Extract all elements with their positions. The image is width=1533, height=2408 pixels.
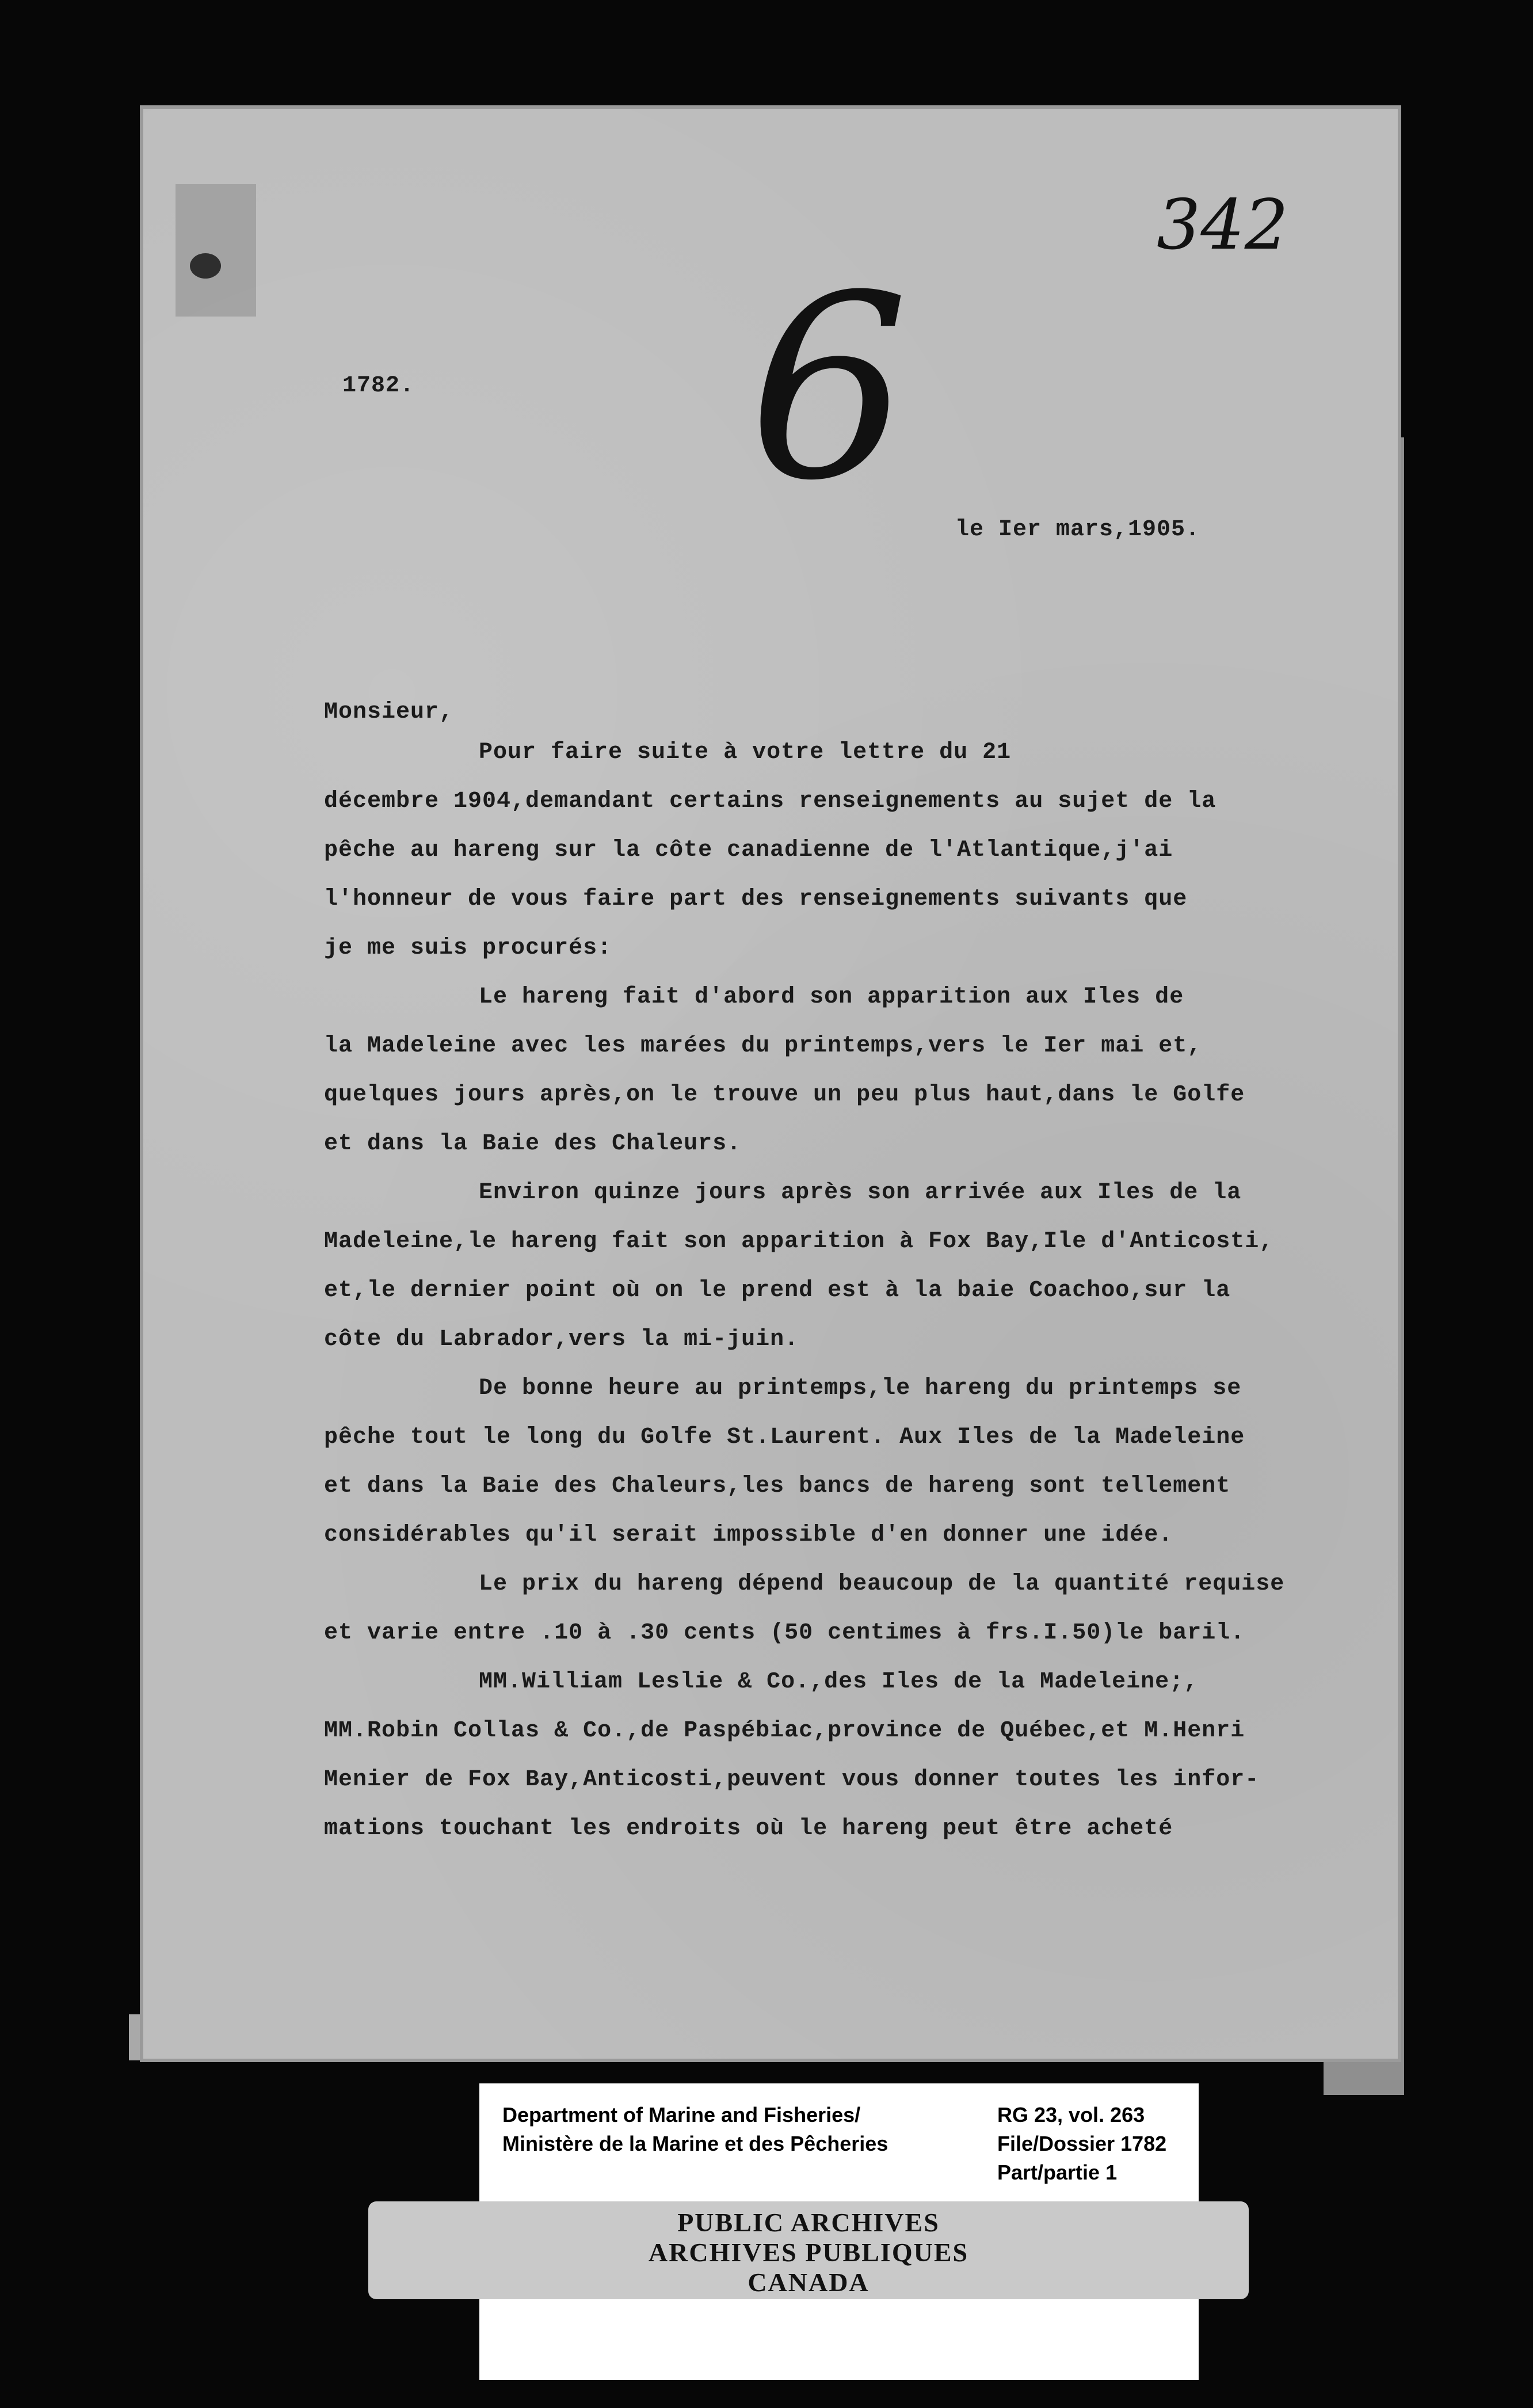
- record-reference: [997, 2101, 1166, 2187]
- body-line: Menier de Fox Bay,Anticosti,peuvent vous donner toutes les infor-: [324, 1767, 1260, 1793]
- letter-date: le Ier mars,1905.: [955, 517, 1200, 543]
- body-line: MM.William Leslie & Co.,des Iles de la Madeleine;,: [479, 1669, 1199, 1695]
- archive-reference-label: [479, 2083, 1199, 2208]
- ink-blot-icon: [190, 253, 221, 279]
- label-strip: [479, 2299, 1199, 2380]
- body-line: l'honneur de vous faire part des renseignements suivants que: [324, 886, 1188, 912]
- body-line: et,le dernier point où on le prend est à la baie Coachoo,sur la: [324, 1278, 1231, 1304]
- body-line: pêche tout le long du Golfe St.Laurent. Aux Iles de la Madeleine: [324, 1424, 1245, 1450]
- folio-number: 342: [1157, 185, 1289, 265]
- stamp-line: ARCHIVES PUBLIQUES: [648, 2238, 969, 2267]
- department-name: [502, 2101, 888, 2158]
- body-line: Madeleine,le hareng fait son apparition à Fox Bay,Ile d'Anticosti,: [324, 1229, 1274, 1255]
- handwritten-mark: 6: [748, 241, 909, 536]
- body-line: mations touchant les endroits où le hareng peut être acheté: [324, 1816, 1173, 1842]
- body-line: considérables qu'il serait impossible d'en donner une idée.: [324, 1522, 1173, 1548]
- body-line: De bonne heure au printemps,le hareng du printemps se: [479, 1376, 1242, 1401]
- file-number: 1782.: [342, 373, 415, 399]
- stamp-line: CANADA: [748, 2268, 870, 2297]
- archives-stamp: [368, 2201, 1249, 2299]
- body-line: pêche au hareng sur la côte canadienne de l'Atlantique,j'ai: [324, 837, 1173, 863]
- body-line: Pour faire suite à votre lettre du 21: [479, 740, 1012, 765]
- part-reference: Part/partie 1: [997, 2161, 1118, 2184]
- department-name-fr: Ministère de la Marine et des Pêcheries: [502, 2132, 888, 2155]
- file-reference: File/Dossier 1782: [997, 2132, 1167, 2155]
- body-line: Environ quinze jours après son arrivée aux Iles de la: [479, 1180, 1242, 1206]
- body-line: quelques jours après,on le trouve un peu plus haut,dans le Golfe: [324, 1082, 1245, 1108]
- record-group: RG 23, vol. 263: [997, 2103, 1145, 2127]
- paper-stain: [176, 184, 256, 317]
- body-line: décembre 1904,demandant certains renseignements au sujet de la: [324, 788, 1217, 814]
- body-line: je me suis procurés:: [324, 935, 612, 961]
- body-line: et varie entre .10 à .30 cents (50 centimes à frs.I.50)le baril.: [324, 1620, 1245, 1646]
- body-line: MM.Robin Collas & Co.,de Paspébiac,province de Québec,et M.Henri: [324, 1718, 1245, 1744]
- body-line: Le prix du hareng dépend beaucoup de la quantité requise: [479, 1571, 1285, 1597]
- body-line: côte du Labrador,vers la mi-juin.: [324, 1327, 799, 1352]
- stamp-line: PUBLIC ARCHIVES: [677, 2208, 940, 2237]
- body-line: et dans la Baie des Chaleurs.: [324, 1131, 742, 1157]
- body-line: la Madeleine avec les marées du printemps,vers le Ier mai et,: [324, 1033, 1202, 1059]
- body-line: Le hareng fait d'abord son apparition aux Iles de: [479, 984, 1184, 1010]
- salutation: Monsieur,: [324, 699, 454, 725]
- department-name-en: Department of Marine and Fisheries/: [502, 2103, 861, 2127]
- body-line: et dans la Baie des Chaleurs,les bancs de hareng sont tellement: [324, 1473, 1231, 1499]
